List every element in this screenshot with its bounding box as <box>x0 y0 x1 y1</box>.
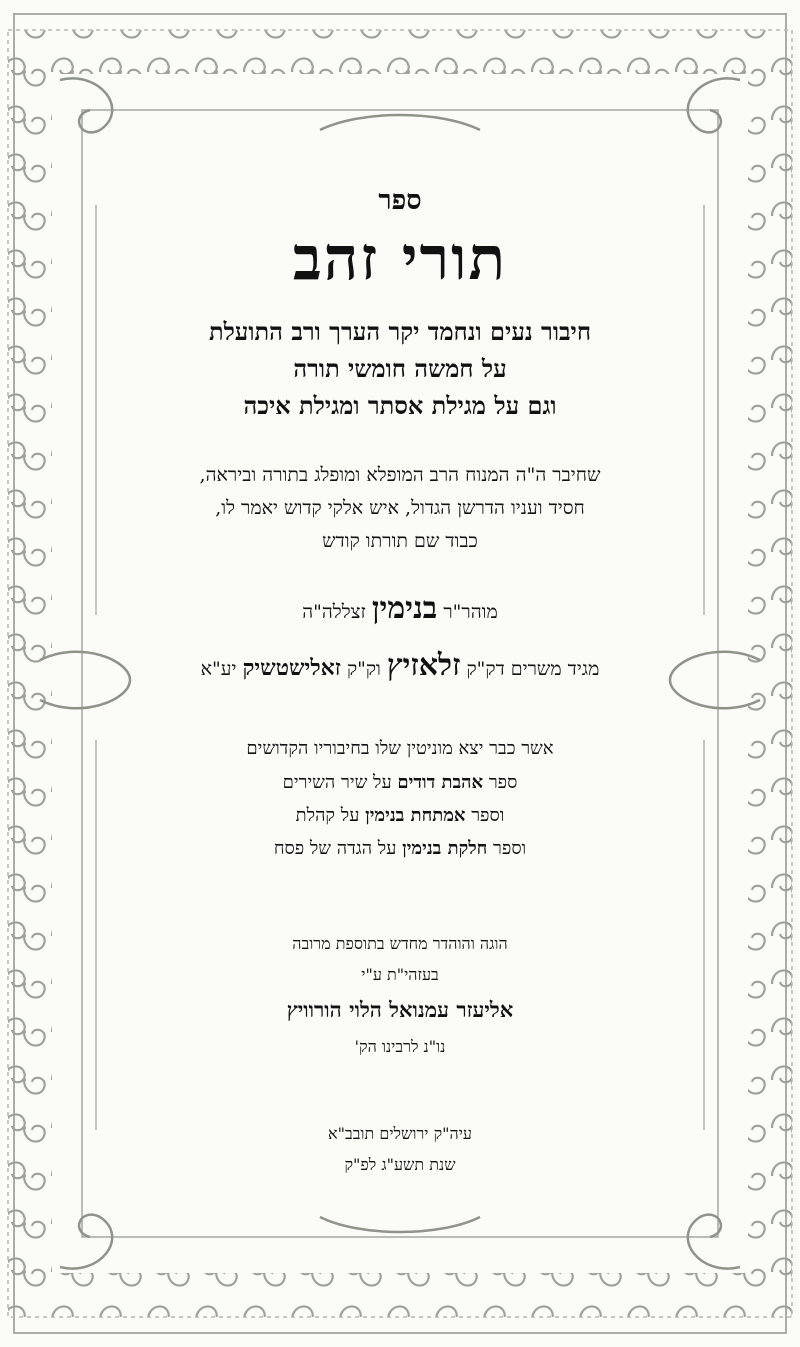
editor-block <box>110 928 690 1063</box>
editor-line: הוגה והוהדר מחדש בתוספת מרובה <box>292 933 508 953</box>
description-line: חיבור נעים ונחמד יקר הערך ורב התועלת <box>208 317 592 346</box>
city-zalishtshik: זאלישטשיק <box>242 655 341 682</box>
work-name: אמתחת בנימין <box>365 804 466 826</box>
work-line <box>110 766 690 799</box>
work-suffix: על קהלת <box>295 804 360 826</box>
author-line <box>110 580 690 637</box>
publication-block <box>110 1118 690 1180</box>
sefer-label: ספר <box>378 185 422 216</box>
description-line: וגם על מגילת אסתר ומגילת איכה <box>243 391 557 421</box>
work-suffix: על שיר השירים <box>282 771 392 793</box>
magid-line <box>110 637 690 694</box>
editor-line: נו"נ לרבינו הק' <box>354 1036 446 1056</box>
work-prefix: וספר <box>471 804 505 826</box>
work-prefix: וספר <box>493 838 527 860</box>
work-name: אהבת דודים <box>397 771 484 793</box>
editor-line: בעזהי"ת ע"י <box>361 964 439 984</box>
work-suffix: על הגדה של פסח <box>273 838 397 860</box>
author-intro-line: כבוד שם תורתו קודש <box>322 530 478 553</box>
description-block <box>110 313 690 425</box>
book-title: תורי זהב <box>292 224 508 294</box>
magid-suffix: יע"א <box>200 658 237 681</box>
author-name-block <box>110 580 690 694</box>
publication-place: עיה"ק ירושלים תובב"א <box>328 1124 472 1143</box>
city-zlazitz: זלאזיץ <box>386 648 461 684</box>
author-name: בנימין <box>371 591 438 627</box>
author-prefix: מוהר"ר <box>443 601 498 624</box>
author-intro-line: שחיבר ה"ה המנוח הרב המופלא ומופלג בתורה וביראה, <box>199 463 601 486</box>
author-intro-block <box>110 459 690 559</box>
title-page-text <box>110 185 690 1180</box>
author-suffix: זצללה"ה <box>302 601 366 624</box>
author-intro-line: חסיד ועניו הדרשן הגדול, איש אלקי קדוש יאמר לו, <box>215 496 585 519</box>
publication-year: שנת תשע"ג לפ"ק <box>344 1155 456 1175</box>
work-prefix: ספר <box>488 771 518 793</box>
works-intro: אשר כבר יצא מוניטין שלו בחיבוריו הקדושים <box>246 738 554 760</box>
works-block <box>110 732 690 865</box>
editor-name: אליעזר עמנואל הלוי הורוויץ <box>286 996 514 1022</box>
magid-prefix: מגיד משרים דק"ק <box>466 658 600 681</box>
magid-middle: וק"ק <box>346 658 381 681</box>
work-line <box>110 799 690 832</box>
work-line <box>110 832 690 865</box>
work-name: חלקת בנימין <box>402 838 488 860</box>
description-line: על חמשה חומשי תורה <box>293 354 507 384</box>
